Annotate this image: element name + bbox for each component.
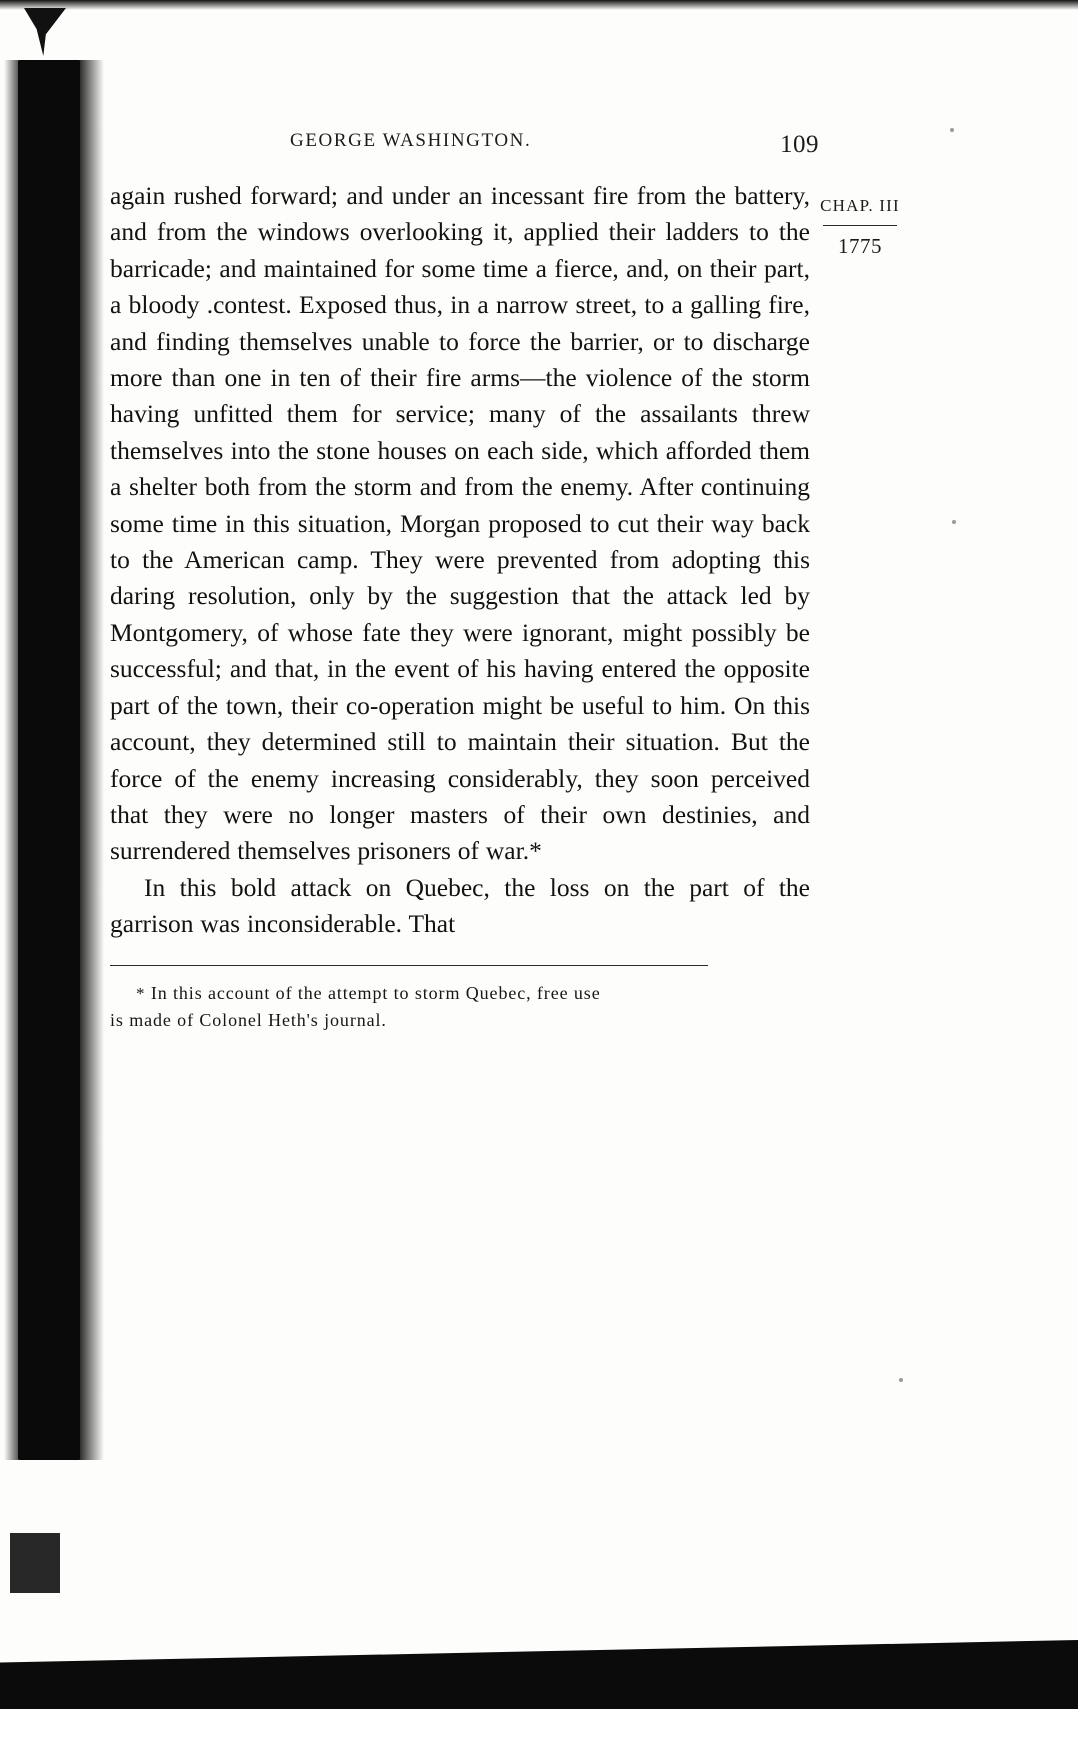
footnote-divider [110, 965, 708, 966]
footnote-marker: * [136, 983, 146, 1003]
scan-top-edge-artifact [0, 0, 1078, 10]
chapter-label: CHAP. III [820, 196, 900, 215]
body-paragraph-2: In this bold attack on Quebec, the loss on the part of the garrison was inconsiderable. That [110, 872, 810, 939]
footnote-line-1: In this account of the attempt to storm Quebec, free use [150, 982, 601, 1003]
body-paragraph-1: again rushed forward; and under an incessant fire from the battery, and from the windows overlooking it, applied their ladders to the barricade; and maintained for some time a fierce, and, on their part, a bloody .contest. Exposed thus, in a narrow street, to a galling fire, and finding themselves unable to force the barrier, or to discharge more than one in ten of their fire arms—the violence of the storm having unfitted them for service; many of the assailants threw themselves into the stone houses on each side, which afforded them a shelter both from the storm and from the enemy. After continuing some time in this situation, Morgan proposed to cut their way back to the American camp. They were prevented from adopting this daring resolution, only by the suggestion that the attack led by Montgomery, of whose fate they were ignorant, might possibly be successful; and that, in the event of his having entered the opposite part of the town, their co-operation might be useful to him. On this account, they determined still to maintain their situation. But the force of the enemy increasing considerably, they soon perceived that they were no longer masters of their own destinies, and surrendered themselves prisoners of war.* [110, 181, 810, 866]
scan-bottom-white-margin [0, 1709, 1078, 1743]
scan-bottom-smudge [10, 1533, 60, 1593]
sidenote-divider [823, 225, 897, 226]
scan-corner-artifact [24, 8, 66, 56]
running-head: GEORGE WASHINGTON. [290, 130, 532, 151]
page-number: 109 [780, 131, 819, 158]
scan-gutter-feather-left [4, 60, 22, 1460]
footnote-line-2: is made of Colonel Heth's journal. [110, 1009, 387, 1030]
marginal-note [790, 196, 930, 259]
footnote [110, 980, 710, 1033]
scan-gutter-feather-right [78, 60, 104, 1460]
scan-speck [899, 1378, 903, 1382]
year-label: 1775 [838, 234, 882, 258]
text-column [110, 130, 810, 1033]
scan-speck [952, 520, 956, 524]
scan-speck [950, 128, 954, 132]
scan-gutter-shadow [18, 60, 80, 1460]
